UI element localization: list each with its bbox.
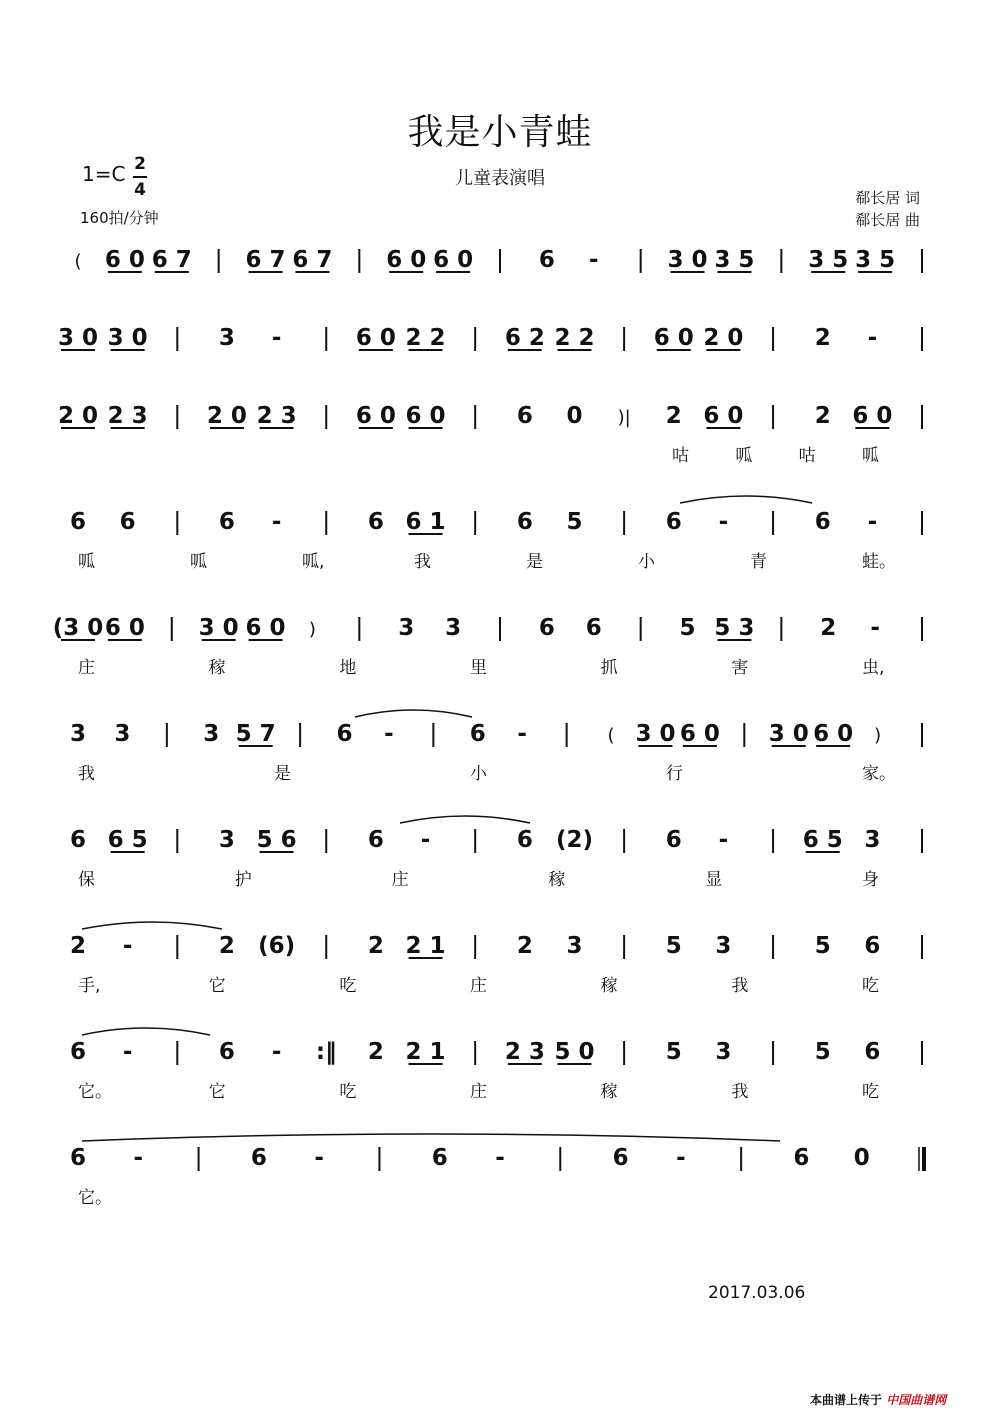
note: 2 2 <box>405 325 446 351</box>
lyric-syllable: 呱 <box>735 446 753 466</box>
note: 2 <box>516 933 533 959</box>
note: - <box>589 247 599 273</box>
note: ( <box>607 725 615 746</box>
lyric-syllable: 是 <box>274 764 291 784</box>
note: 6 <box>218 509 235 535</box>
note: 3 <box>398 615 415 641</box>
note: 3 <box>445 615 462 641</box>
note: 6 7 <box>292 247 333 273</box>
note: 3 0 <box>768 721 809 747</box>
note: 3 5 <box>855 247 896 273</box>
note: 3 <box>218 325 235 351</box>
note: 6 0 <box>653 325 694 351</box>
note: 6 0 <box>245 615 286 641</box>
note: 6 <box>665 827 682 853</box>
slur-tie <box>680 496 812 503</box>
note: 2 1 <box>405 933 446 959</box>
score-row <box>70 827 922 890</box>
note: ) <box>874 725 882 746</box>
note: 6 0 <box>405 403 446 429</box>
note: 6 0 <box>433 247 474 273</box>
lyric-syllable: 吃 <box>339 976 357 996</box>
note: - <box>271 509 282 535</box>
date-stamp: 2017.03.06 <box>708 1283 806 1303</box>
note: 0 <box>566 403 583 429</box>
slur-tie <box>82 1134 780 1141</box>
note: 6 <box>431 1145 448 1171</box>
lyric-syllable: 我 <box>731 976 749 996</box>
note: 5 <box>665 1039 682 1065</box>
note: 6 <box>516 403 533 429</box>
lyric-syllable: 我 <box>731 1082 749 1102</box>
note: 2 1 <box>405 1039 446 1065</box>
note: 2 <box>367 1039 384 1065</box>
lyric-syllable: 它 <box>208 976 226 996</box>
note: :‖ <box>315 1039 337 1065</box>
lyric-syllable: 是 <box>526 552 543 572</box>
lyric-syllable: 里 <box>470 658 487 678</box>
time-signature-top: 2 <box>134 154 146 174</box>
composer-credit: 郗长居 曲 <box>855 211 920 229</box>
lyric-syllable: 它。 <box>78 1082 112 1102</box>
lyric-syllable: 小 <box>638 552 655 572</box>
lyric-syllable: 我 <box>78 764 95 784</box>
score-row <box>70 1039 922 1102</box>
score-row <box>70 933 922 996</box>
note: 6 5 <box>802 827 843 853</box>
note: 6 <box>69 509 87 535</box>
note: 6 5 <box>107 827 148 853</box>
note: 6 <box>793 1145 810 1171</box>
footer-watermark <box>810 1391 946 1408</box>
lyric-syllable: 蛙。 <box>862 552 896 572</box>
note: 6 <box>69 827 87 853</box>
lyric-syllable: 它 <box>208 1082 226 1102</box>
note: 5 <box>679 615 696 641</box>
note: 6 7 <box>245 247 286 273</box>
lyric-syllable: 庄 <box>391 870 409 890</box>
note: 6 <box>665 509 682 535</box>
note: 6 <box>516 509 533 535</box>
note: - <box>384 721 394 747</box>
note: - <box>676 1145 686 1171</box>
note: 5 0 <box>554 1039 595 1065</box>
note: 6 2 <box>504 325 545 351</box>
note: 5 <box>665 933 682 959</box>
note: 2 0 <box>57 403 99 429</box>
note: 2 3 <box>256 403 297 429</box>
song-subtitle: 儿童表演唱 <box>455 168 545 189</box>
note: 6 1 <box>405 509 446 535</box>
lyric-syllable: 地 <box>339 658 357 678</box>
slur-tie <box>82 1028 210 1035</box>
lyric-syllable: 呱 <box>190 552 207 572</box>
note: 2 3 <box>107 403 148 429</box>
note: 6 0 <box>355 325 396 351</box>
lyric-syllable: 咕 <box>798 446 816 466</box>
note: - <box>271 325 282 351</box>
note: - <box>718 509 729 535</box>
footer-brand-logo: 中国曲谱网 <box>886 1393 947 1407</box>
note: 3 0 <box>635 721 676 747</box>
note: 3 <box>715 933 732 959</box>
lyric-syllable: 稼 <box>600 976 618 996</box>
lyricist-credit: 郗长居 词 <box>855 189 920 207</box>
lyric-syllable: 呱 <box>862 446 879 466</box>
lyric-syllable: 家。 <box>862 764 896 784</box>
note: 3 0 <box>57 325 99 351</box>
note: 5 7 <box>235 721 276 747</box>
lyric-syllable: 稼 <box>600 1082 618 1102</box>
note: 2 <box>820 615 837 641</box>
score-row <box>70 509 922 572</box>
lyric-syllable: 我 <box>414 552 431 572</box>
note: - <box>420 827 431 853</box>
note: 6 0 <box>679 721 720 747</box>
score-row <box>70 1145 924 1208</box>
lyric-syllable: 吃 <box>862 1082 879 1102</box>
note: - <box>495 1145 505 1171</box>
note: 5 6 <box>256 827 297 853</box>
lyric-syllable: 咕 <box>672 446 689 466</box>
lyric-syllable: 庄 <box>78 658 95 678</box>
footer-prefix: 本曲谱上传于 <box>810 1393 883 1407</box>
lyric-syllable: 显 <box>705 870 723 890</box>
note: 3 0 <box>107 325 148 351</box>
note: - <box>867 509 878 535</box>
note: 6 0 <box>104 615 145 641</box>
lyric-syllable: 吃 <box>862 976 879 996</box>
lyric-syllable: 行 <box>666 764 683 784</box>
note: 5 <box>566 509 583 535</box>
lyric-syllable: 小 <box>470 764 487 784</box>
score-row <box>70 721 922 784</box>
note: - <box>122 1039 133 1065</box>
lyric-syllable: 青 <box>750 552 767 572</box>
note: 6 <box>367 827 384 853</box>
note: - <box>133 1145 144 1171</box>
lyric-syllable: 呱, <box>302 552 325 572</box>
note: 6 0 <box>104 247 145 273</box>
note: 6 7 <box>151 247 192 273</box>
score-row <box>53 615 922 678</box>
note: 6 <box>469 721 486 747</box>
note: (3 0 <box>52 615 104 641</box>
note: 6 <box>336 721 353 747</box>
note: 2 <box>814 325 831 351</box>
note: 6 <box>516 827 533 853</box>
lyric-syllable: 保 <box>78 870 95 890</box>
note: 3 <box>864 827 881 853</box>
note: 6 <box>814 509 831 535</box>
note: 6 0 <box>813 721 854 747</box>
note: 6 <box>250 1145 267 1171</box>
note: 6 <box>612 1145 629 1171</box>
note: ( <box>74 251 82 272</box>
note: 3 5 <box>714 247 755 273</box>
note: ) <box>308 619 316 640</box>
note: 2 <box>665 403 682 429</box>
lyric-syllable: 稼 <box>548 870 566 890</box>
note: )| <box>617 407 631 428</box>
note: 3 0 <box>667 247 708 273</box>
note: 2 0 <box>703 325 744 351</box>
lyric-syllable: 手, <box>78 976 101 996</box>
lyric-syllable: 它。 <box>78 1188 112 1208</box>
lyric-syllable: 抓 <box>600 658 618 678</box>
note: - <box>870 615 880 641</box>
note: 3 <box>69 721 87 747</box>
lyric-syllable: 稼 <box>208 658 226 678</box>
tempo-marking: 160拍/分钟 <box>80 209 159 227</box>
note: 3 0 <box>198 615 239 641</box>
score-row <box>58 325 922 351</box>
note: 0 <box>853 1145 870 1171</box>
key-signature: 1=C <box>82 162 126 186</box>
note: 3 <box>566 933 583 959</box>
note: (6) <box>258 933 296 959</box>
lyric-syllable: 虫, <box>862 658 885 678</box>
note: 6 <box>538 615 555 641</box>
note: 3 <box>203 721 220 747</box>
note: - <box>314 1145 324 1171</box>
slur-tie <box>400 816 530 823</box>
note: 6 <box>864 933 881 959</box>
note: - <box>867 325 878 351</box>
note: 6 <box>367 509 384 535</box>
slur-tie <box>355 710 472 717</box>
note: 2 <box>814 403 831 429</box>
note: 6 0 <box>386 247 427 273</box>
note: 6 <box>69 1145 87 1171</box>
note: 2 3 <box>504 1039 545 1065</box>
lyric-syllable: 身 <box>862 870 879 890</box>
lyric-syllable: 庄 <box>470 976 487 996</box>
note: 6 <box>538 247 555 273</box>
note: 6 <box>585 615 602 641</box>
note: 6 <box>218 1039 235 1065</box>
note: 6 0 <box>703 403 744 429</box>
slur-tie <box>82 922 222 929</box>
note: - <box>271 1039 282 1065</box>
lyric-syllable: 庄 <box>470 1082 487 1102</box>
lyric-syllable: 吃 <box>339 1082 357 1102</box>
note: 2 2 <box>554 325 595 351</box>
note: 3 5 <box>808 247 849 273</box>
note: 6 <box>864 1039 881 1065</box>
note: 3 <box>114 721 131 747</box>
lyric-syllable: 呱 <box>78 552 95 572</box>
lyric-syllable: 护 <box>234 870 252 890</box>
note: 2 0 <box>206 403 247 429</box>
lyric-syllable: 害 <box>731 658 749 678</box>
note: 6 <box>69 1039 87 1065</box>
song-title: 我是小青蛙 <box>407 112 593 153</box>
score-row <box>74 247 922 273</box>
note: (2) <box>555 827 593 853</box>
note: 6 <box>119 509 136 535</box>
note: 2 <box>218 933 235 959</box>
time-signature-bottom: 4 <box>134 180 146 200</box>
note: - <box>718 827 729 853</box>
note: 5 3 <box>714 615 755 641</box>
note: 6 0 <box>355 403 396 429</box>
note: 6 0 <box>852 403 893 429</box>
note: - <box>122 933 133 959</box>
note: 3 <box>218 827 235 853</box>
note: 5 <box>814 1039 831 1065</box>
note: - <box>517 721 527 747</box>
note: 3 <box>715 1039 732 1065</box>
score-row <box>58 403 922 466</box>
note: 5 <box>814 933 831 959</box>
note: 2 <box>367 933 384 959</box>
note: 2 <box>69 933 87 959</box>
